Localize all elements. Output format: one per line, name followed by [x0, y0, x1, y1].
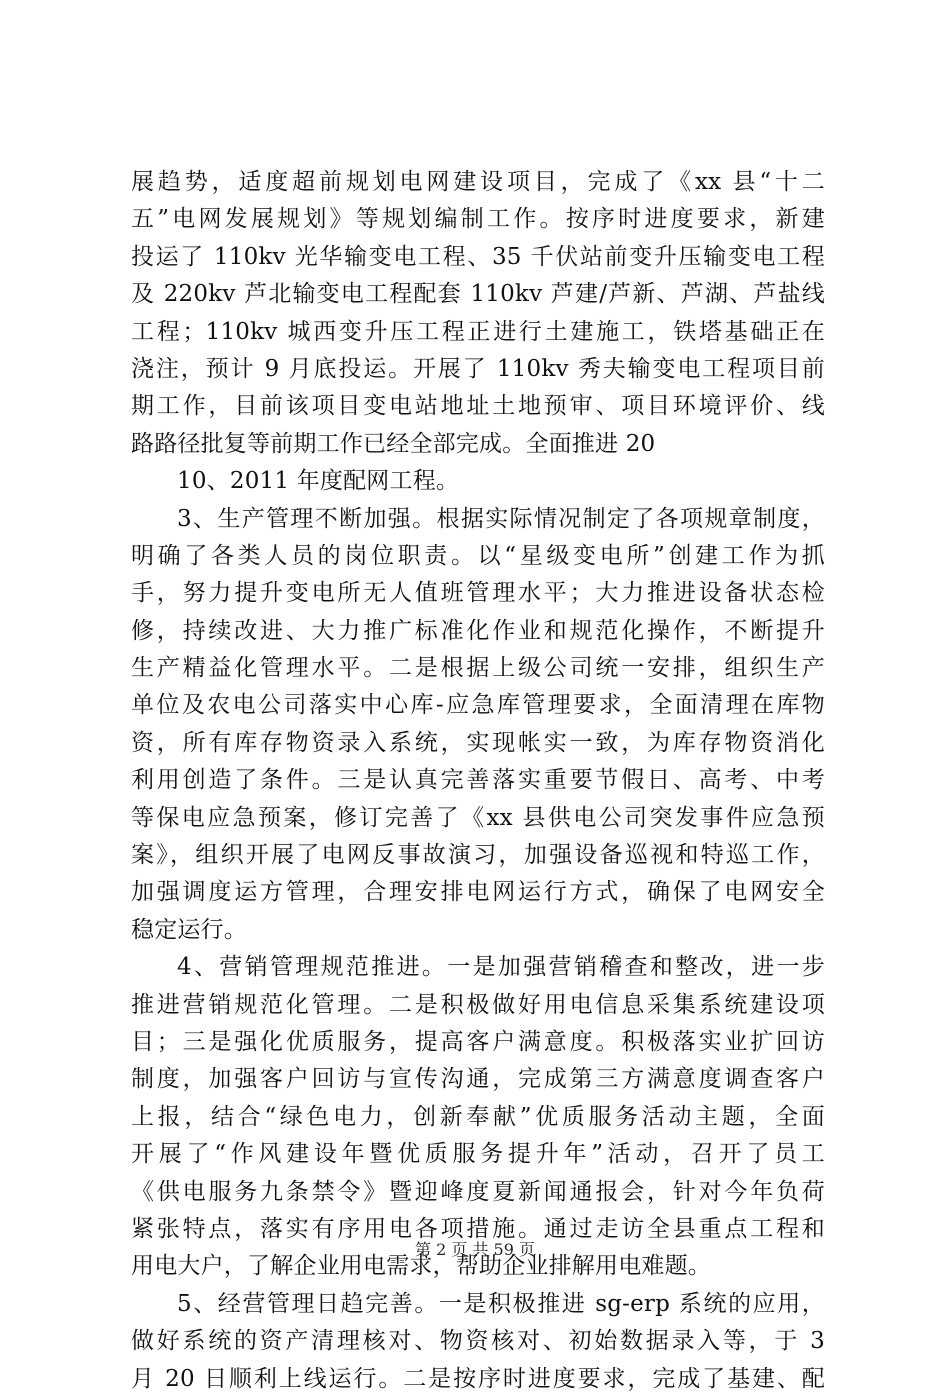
- text-line: 开展了“作风建设年暨优质服务提升年”活动，召开了员工: [131, 1141, 825, 1168]
- paragraph-first-line: 3、生产管理不断加强。根据实际情况制定了各项规章制度，: [177, 505, 825, 532]
- text-line: 明确了各类人员的岗位职责。以“星级变电所”创建工作为抓: [131, 542, 825, 569]
- text-line: 期工作，目前该项目变电站地址土地预审、项目环境评价、线: [131, 393, 825, 420]
- paragraph-first-line: 5、经营管理日趋完善。一是积极推进 sg-erp 系统的应用，: [177, 1290, 825, 1317]
- text-line: 稳定运行。: [131, 916, 247, 943]
- text-line: 展趋势，适度超前规划电网建设项目，完成了《xx 县“十二: [131, 169, 825, 195]
- text-line: 单位及农电公司落实中心库-应急库管理要求，全面清理在库物: [131, 692, 825, 719]
- document-body: [131, 164, 825, 1398]
- text-line: 等保电应急预案，修订完善了《xx 县供电公司突发事件应急预: [131, 804, 825, 831]
- text-line: 及 220kv 芦北输变电工程配套 110kv 芦建/芦新、芦湖、芦盐线: [131, 281, 825, 308]
- paragraph-first-line: 4、营销管理规范推进。一是加强营销稽查和整改，进一步: [177, 954, 825, 981]
- text-line: 利用创造了条件。三是认真完善落实重要节假日、高考、中考: [131, 767, 825, 794]
- text-line: 投运了 110kv 光华输变电工程、35 千伏站前变升压输变电工程: [131, 243, 825, 270]
- text-line: 手，努力提升变电所无人值班管理水平；大力推进设备状态检: [131, 580, 825, 607]
- text-line: 上报，结合“绿色电力，创新奉献”优质服务活动主题，全面: [131, 1103, 825, 1130]
- text-line: 修，持续改进、大力推广标准化作业和规范化操作，不断提升: [131, 617, 825, 644]
- paragraph-first-line: 10、2011 年度配网工程。: [177, 468, 460, 495]
- text-line: 工程；110kv 城西变升压工程正进行土建施工，铁塔基础正在: [131, 318, 825, 345]
- page-number-footer: 第 2 页 共 59 页: [415, 1240, 535, 1259]
- text-line: 目；三是强化优质服务，提高客户满意度。积极落实业扩回访: [131, 1028, 825, 1055]
- text-line: 浇注，预计 9 月底投运。开展了 110kv 秀夫输变电工程项目前: [131, 355, 825, 382]
- text-line: 推进营销规范化管理。二是积极做好用电信息采集系统建设项: [131, 991, 825, 1018]
- text-line: 《供电服务九条禁令》暨迎峰度夏新闻通报会，针对今年负荷: [131, 1178, 825, 1205]
- text-line: 路路径批复等前期工作已经全部完成。全面推进 20: [131, 430, 656, 457]
- text-line: 加强调度运方管理，合理安排电网运行方式，确保了电网安全: [131, 879, 825, 906]
- text-line: 五”电网发展规划》等规划编制工作。按序时进度要求，新建: [131, 206, 825, 233]
- text-line: 做好系统的资产清理核对、物资核对、初始数据录入等，于 3: [131, 1328, 825, 1355]
- text-line: 用电大户，了解企业用电需求，帮助企业排解用电难题。: [131, 1253, 711, 1280]
- text-line: 生产精益化管理水平。二是根据上级公司统一安排，组织生产: [131, 655, 825, 682]
- text-line: 月 20 日顺利上线运行。二是按序时进度要求，完成了基建、配: [131, 1365, 825, 1392]
- text-line: 制度，加强客户回访与宣传沟通，完成第三方满意度调查客户: [131, 1066, 825, 1093]
- text-line: 资，所有库存物资录入系统，实现帐实一致，为库存物资消化: [131, 729, 825, 756]
- text-line: 案》，组织开展了电网反事故演习，加强设备巡视和特巡工作，: [131, 842, 825, 869]
- text-line: 紧张特点，落实有序用电各项措施。通过走访全县重点工程和: [131, 1215, 825, 1242]
